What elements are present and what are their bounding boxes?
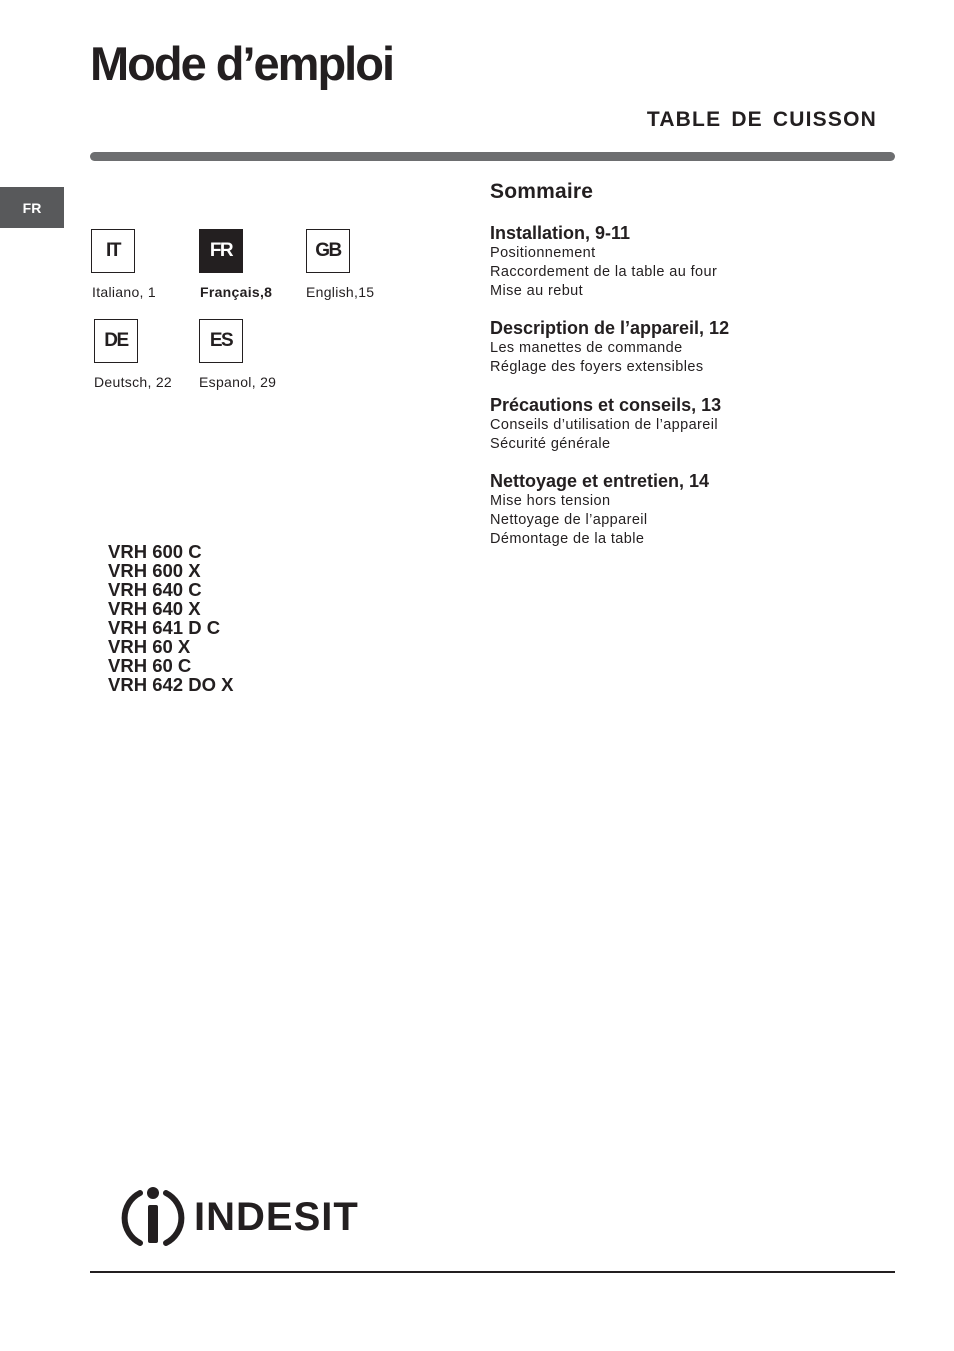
model-item: VRH 641 D C — [108, 617, 221, 638]
page-title: Mode d’emploi — [90, 37, 393, 90]
indesit-i-logo-icon — [120, 1185, 186, 1249]
model-item: VRH 642 DO X — [108, 674, 234, 695]
toc-item[interactable]: Mise au rebut — [490, 283, 584, 299]
toc-item[interactable]: Raccordement de la table au four — [490, 264, 718, 280]
model-item: VRH 60 C — [108, 655, 192, 676]
toc-item[interactable]: Les manettes de commande — [490, 340, 683, 356]
lang-label-gb[interactable]: English,15 — [306, 284, 375, 300]
lang-label-de[interactable]: Deutsch, 22 — [94, 374, 173, 390]
toc-item[interactable]: Réglage des foyers extensibles — [490, 359, 704, 375]
toc-section-nettoyage — [490, 470, 709, 549]
brand-logo — [120, 1185, 359, 1249]
model-list — [108, 542, 233, 694]
product-type-subtitle: TABLE DE CUISSON — [646, 108, 877, 131]
toc-section-title[interactable]: Précautions et conseils, 13 — [490, 395, 722, 415]
language-side-tab[interactable]: FR — [0, 187, 64, 228]
lang-box-de[interactable]: DE — [94, 319, 138, 363]
model-item: VRH 600 X — [108, 560, 201, 581]
lang-label-it[interactable]: Italiano, 1 — [92, 284, 157, 300]
toc-heading: Sommaire — [490, 180, 594, 203]
lang-box-it[interactable]: IT — [91, 229, 135, 273]
bottom-divider — [90, 1271, 895, 1273]
toc-item[interactable]: Nettoyage de l’appareil — [490, 512, 648, 528]
model-item: VRH 640 C — [108, 579, 202, 600]
brand-name: INDESIT — [194, 1195, 359, 1239]
toc-item[interactable]: Sécurité générale — [490, 436, 611, 452]
toc-section-precautions — [490, 394, 721, 454]
toc-section-installation — [490, 222, 717, 301]
toc-section-title[interactable]: Description de l’appareil, 12 — [490, 318, 730, 338]
toc-section-title[interactable]: Nettoyage et entretien, 14 — [490, 471, 710, 491]
lang-box-gb[interactable]: GB — [306, 229, 350, 273]
lang-label-es[interactable]: Espanol, 29 — [199, 374, 277, 390]
toc-item[interactable]: Positionnement — [490, 245, 596, 261]
toc-item[interactable]: Mise hors tension — [490, 493, 611, 509]
toc-item[interactable]: Démontage de la table — [490, 531, 645, 547]
model-item: VRH 600 C — [108, 541, 202, 562]
lang-box-fr[interactable]: FR — [199, 229, 243, 273]
model-item: VRH 640 X — [108, 598, 201, 619]
top-divider — [90, 152, 895, 161]
toc-section-description — [490, 317, 729, 377]
model-item: VRH 60 X — [108, 636, 191, 657]
toc-item[interactable]: Conseils d’utilisation de l’appareil — [490, 417, 718, 433]
lang-label-fr[interactable]: Français,8 — [200, 284, 273, 300]
lang-box-es[interactable]: ES — [199, 319, 243, 363]
toc-section-title[interactable]: Installation, 9-11 — [490, 223, 631, 243]
